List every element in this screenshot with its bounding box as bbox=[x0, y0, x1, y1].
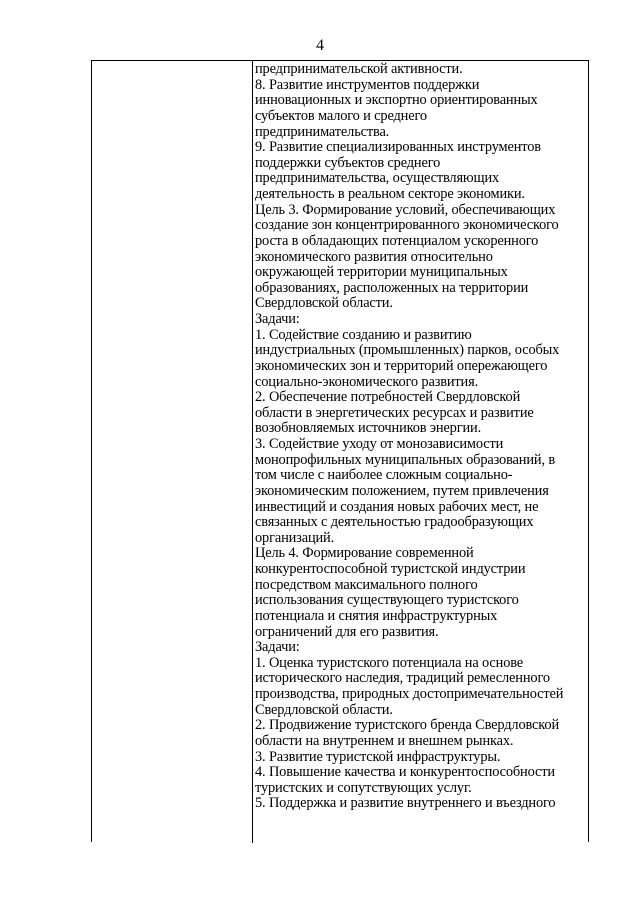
text-line: экономическим положением, путем привлечения bbox=[255, 482, 549, 499]
text-line: 3. Развитие туристской инфраструктуры. bbox=[255, 748, 501, 765]
text-line: Цель 4. Формирование современной bbox=[255, 545, 474, 562]
text-line: туристских и сопутствующих услуг. bbox=[255, 779, 472, 796]
content-table bbox=[91, 60, 589, 842]
text-line: Свердловской области. bbox=[255, 701, 393, 718]
text-line: 2. Обеспечение потребностей Свердловской bbox=[255, 389, 521, 406]
text-line: организаций. bbox=[255, 529, 335, 546]
text-line: 9. Развитие специализированных инструментов bbox=[255, 139, 541, 156]
text-line: посредством максимального полного bbox=[255, 576, 478, 593]
text-line: образованиях, расположенных на территории bbox=[255, 279, 529, 296]
text-line: конкурентоспособной туристской индустрии bbox=[255, 561, 526, 577]
text-line: субъектов малого и среднего bbox=[255, 107, 427, 124]
text-line: 5. Поддержка и развитие внутреннего и въездного bbox=[255, 795, 556, 812]
text-line: инвестиций и создания новых рабочих мест, не bbox=[255, 498, 539, 515]
text-line: создание зон концентрированного экономического bbox=[255, 217, 559, 234]
text-line: производства, природных достопримечательностей bbox=[255, 686, 564, 702]
text-line: Задачи: bbox=[255, 311, 300, 327]
text-line: потенциала и снятия инфраструктурных bbox=[255, 607, 498, 624]
text-line: социально-экономического развития. bbox=[255, 373, 479, 390]
text-line: Свердловской области. bbox=[255, 295, 393, 312]
text-line: инновационных и экспортно ориентированных bbox=[255, 92, 538, 109]
table-left-cell bbox=[92, 61, 252, 843]
text-line: возобновляемых источников энергии. bbox=[255, 420, 482, 437]
text-line: предпринимательства. bbox=[255, 123, 390, 140]
text-line: предпринимательства, осуществляющих bbox=[255, 170, 500, 187]
text-line: Цель 3. Формирование условий, обеспечивающих bbox=[255, 201, 556, 218]
text-line: индустриальных (промышленных) парков, особых bbox=[255, 342, 560, 359]
table-right-cell bbox=[255, 62, 588, 843]
text-line: использования существующего туристского bbox=[255, 592, 519, 609]
text-line: 1. Оценка туристского потенциала на основе bbox=[255, 654, 524, 671]
text-line: 3. Содействие уходу от монозависимости bbox=[255, 436, 504, 452]
text-line: монопрофильных муниципальных образований, в bbox=[255, 451, 555, 468]
text-line: 2. Продвижение туристского бренда Свердловской bbox=[255, 717, 559, 734]
text-line: окружающей территории муниципальных bbox=[255, 264, 508, 281]
text-line: Задачи: bbox=[255, 639, 300, 656]
text-line: 8. Развитие инструментов поддержки bbox=[255, 76, 480, 93]
text-line: ограничений для его развития. bbox=[255, 623, 439, 640]
text-line: исторического наследия, традиций ремесленного bbox=[255, 670, 550, 687]
text-line: деятельность в реальном секторе экономики. bbox=[255, 186, 525, 202]
text-line: связанных с деятельностью градообразующих bbox=[255, 514, 534, 531]
text-line: поддержки субъектов среднего bbox=[255, 154, 441, 171]
text-line: области на внутреннем и внешнем рынках. bbox=[255, 732, 514, 749]
text-line: роста в обладающих потенциалом ускоренного bbox=[255, 232, 539, 249]
text-line: 1. Содействие созданию и развитию bbox=[255, 326, 472, 343]
column-divider bbox=[252, 61, 253, 843]
text-line: экономических зон и территорий опережающего bbox=[255, 357, 548, 374]
text-line: том числе с наиболее сложным социально- bbox=[255, 467, 513, 484]
text-line: предпринимательской активности. bbox=[255, 62, 463, 77]
text-line: 4. Повышение качества и конкурентоспособности bbox=[255, 764, 555, 781]
page-number: 4 bbox=[316, 37, 324, 54]
text-line: области в энергетических ресурсах и развитие bbox=[255, 404, 534, 421]
text-line: экономического развития относительно bbox=[255, 248, 493, 265]
